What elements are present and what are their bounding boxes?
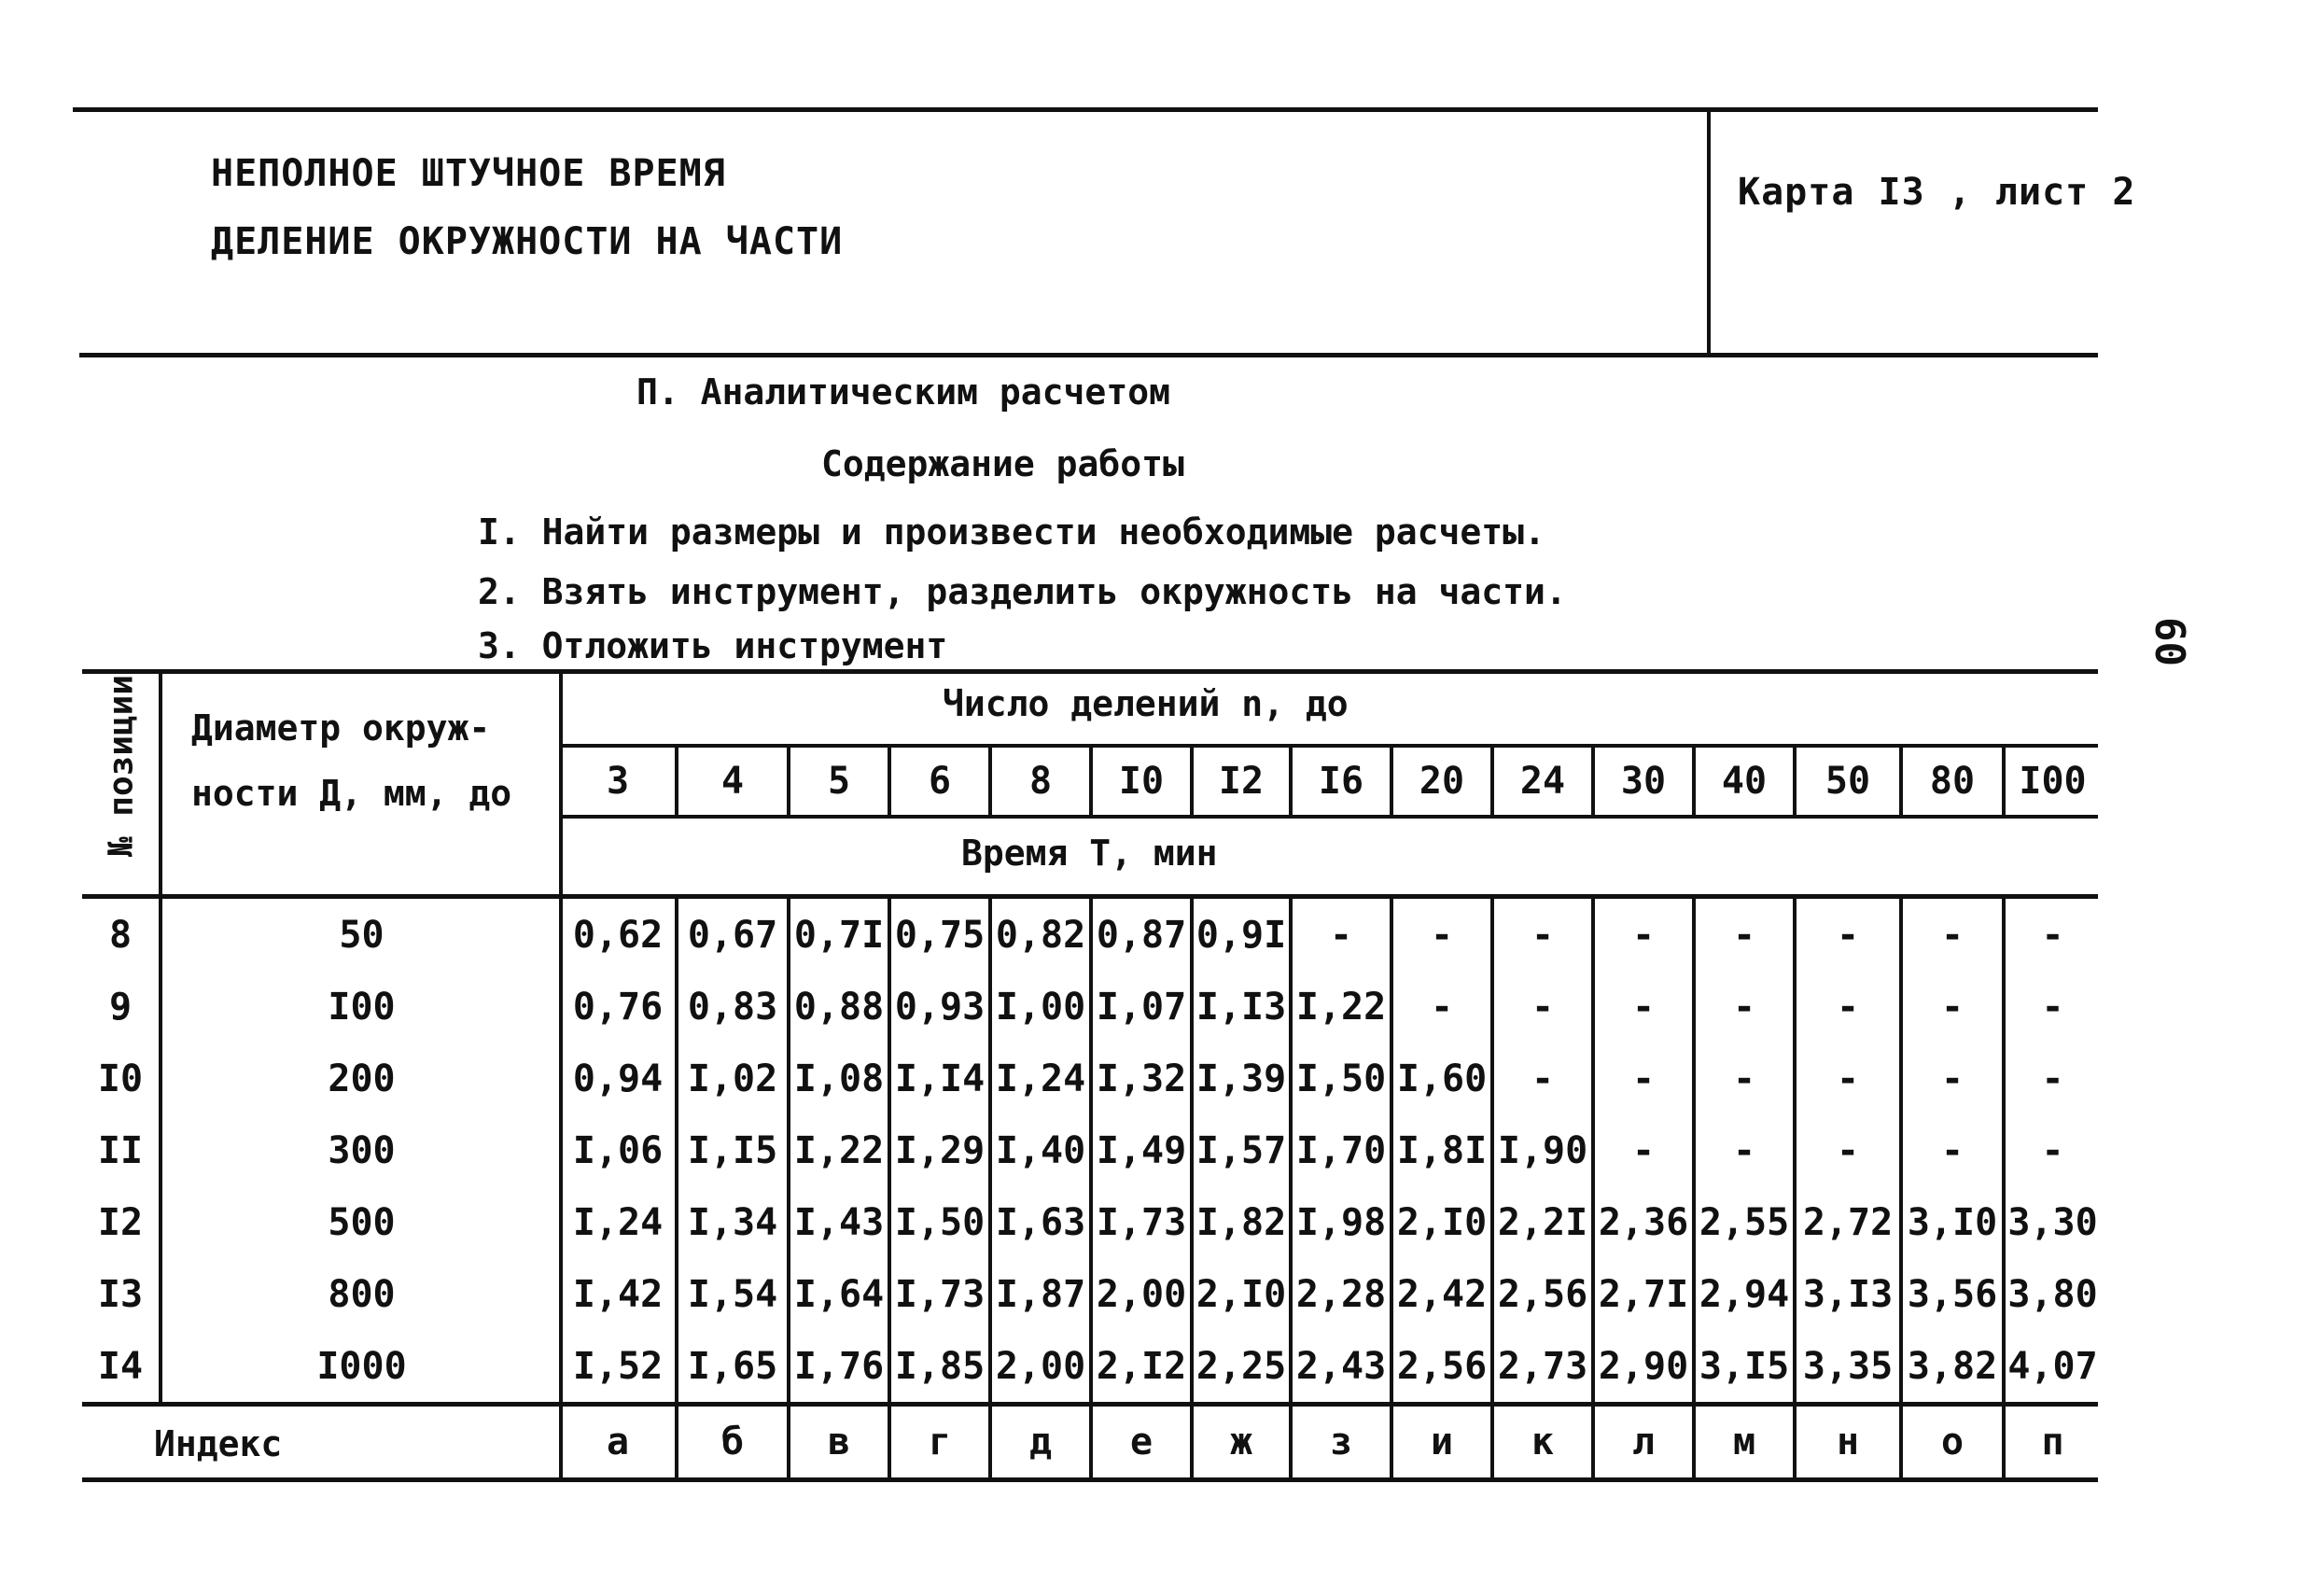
- time-value-cell: I,50: [889, 1186, 990, 1258]
- division-50: 50: [1795, 748, 1901, 815]
- time-value-cell: -: [1795, 1043, 1901, 1114]
- time-value-cell: -: [1694, 899, 1795, 971]
- index-letter: б: [677, 1407, 789, 1477]
- time-value-cell: I,52: [572, 1344, 664, 1388]
- table-row: [561, 971, 2100, 1043]
- time-value-cell: I,63: [990, 1186, 1091, 1258]
- time-value-cell: -: [2004, 899, 2100, 971]
- time-value-cell: 2,73: [1492, 1330, 1593, 1402]
- time-value-cell: I,54: [677, 1258, 789, 1330]
- time-value-cell: 2,72: [1795, 1186, 1901, 1258]
- index-row: [561, 1407, 2100, 1477]
- time-value-cell: 2,55: [1694, 1186, 1795, 1258]
- table-row: [561, 1186, 2100, 1258]
- row-labels: [82, 899, 561, 1402]
- index-letter: е: [1091, 1407, 1192, 1477]
- section-heading: П. Аналитическим расчетом: [636, 371, 1170, 413]
- time-value-cell: I,65: [677, 1330, 789, 1402]
- time-value-cell: I,08: [789, 1043, 889, 1114]
- time-value-cell: I,24: [990, 1043, 1091, 1114]
- time-value-cell: 0,76: [572, 985, 664, 1029]
- time-value-cell: 2,56: [1391, 1330, 1492, 1402]
- division-4: 4: [677, 748, 789, 815]
- time-value-cell: I,39: [1192, 1043, 1291, 1114]
- time-value-cell: 2,36: [1593, 1186, 1694, 1258]
- time-value-cell: 3,56: [1901, 1258, 2004, 1330]
- time-value-cell: 2,7I: [1593, 1258, 1694, 1330]
- index-letter: ж: [1192, 1407, 1291, 1477]
- time-value-cell: 2,I2: [1091, 1330, 1192, 1402]
- time-value-cell: I,07: [1091, 971, 1192, 1043]
- division-3: 3: [606, 760, 630, 803]
- time-value-cell: I,82: [1192, 1186, 1291, 1258]
- table-row: [561, 1330, 2100, 1402]
- time-value-cell: 3,82: [1901, 1330, 2004, 1402]
- position-11: II: [97, 1128, 144, 1172]
- time-value-cell: -: [1795, 899, 1901, 971]
- diameter-200: 200: [161, 1043, 561, 1114]
- position-10: I0: [97, 1057, 144, 1100]
- division-40: 40: [1694, 748, 1795, 815]
- time-value-cell: -: [1694, 971, 1795, 1043]
- time-value-cell: -: [1593, 971, 1694, 1043]
- time-value-cell: I,24: [572, 1200, 664, 1244]
- time-value-cell: I,90: [1492, 1114, 1593, 1186]
- time-value-cell: 2,00: [990, 1330, 1091, 1402]
- division-20: 20: [1391, 748, 1492, 815]
- time-values-table: [561, 899, 2100, 1402]
- division-5: 5: [789, 748, 889, 815]
- time-value-cell: 0,93: [889, 971, 990, 1043]
- time-value-cell: I,73: [1091, 1186, 1192, 1258]
- division-6: 6: [889, 748, 990, 815]
- time-value-cell: -: [2004, 1114, 2100, 1186]
- time-value-cell: -: [1795, 1114, 1901, 1186]
- time-value-cell: 4,07: [2004, 1330, 2100, 1402]
- index-letter: л: [1593, 1407, 1694, 1477]
- time-value-cell: 0,82: [990, 899, 1091, 971]
- time-value-cell: 2,2I: [1492, 1186, 1593, 1258]
- division-30: 30: [1593, 748, 1694, 815]
- time-value-cell: 0,9I: [1192, 899, 1291, 971]
- time-value-cell: I,49: [1091, 1114, 1192, 1186]
- time-value-cell: 3,35: [1795, 1330, 1901, 1402]
- page-number: 60: [2145, 617, 2193, 666]
- time-value-cell: -: [1901, 899, 2004, 971]
- time-value-cell: -: [1492, 1043, 1593, 1114]
- time-value-cell: -: [1901, 1043, 2004, 1114]
- time-value-cell: I,50: [1291, 1043, 1391, 1114]
- time-value-cell: I,42: [572, 1272, 664, 1316]
- index-letter: и: [1391, 1407, 1492, 1477]
- time-value-cell: I,22: [1291, 971, 1391, 1043]
- table-row: [561, 899, 2100, 971]
- time-value-cell: -: [1795, 971, 1901, 1043]
- position-9: 9: [108, 985, 133, 1029]
- index-letter: а: [606, 1421, 630, 1463]
- time-value-cell: I,76: [789, 1330, 889, 1402]
- index-letter: н: [1795, 1407, 1901, 1477]
- time-value-cell: 2,28: [1291, 1258, 1391, 1330]
- diameter-500: 500: [161, 1186, 561, 1258]
- division-12: I2: [1192, 748, 1291, 815]
- step-2: 2. Взять инструмент, разделить окружность на части.: [478, 571, 1567, 612]
- table-row: [561, 1043, 2100, 1114]
- time-value-cell: 0,83: [677, 971, 789, 1043]
- time-value-cell: 2,I0: [1192, 1258, 1291, 1330]
- time-value-cell: -: [2004, 971, 2100, 1043]
- time-value-cell: 0,94: [572, 1057, 664, 1100]
- time-value-cell: I,00: [990, 971, 1091, 1043]
- time-value-cell: -: [1694, 1043, 1795, 1114]
- diameter-800: 800: [161, 1258, 561, 1330]
- table-row: [561, 1114, 2100, 1186]
- time-value-cell: 2,56: [1492, 1258, 1593, 1330]
- time-value-cell: 2,00: [1091, 1258, 1192, 1330]
- time-value-cell: I,22: [789, 1114, 889, 1186]
- diameter-header-line2: ности Д, мм, до: [191, 773, 512, 814]
- division-10: I0: [1091, 748, 1192, 815]
- step-3: 3. Отложить инструмент: [478, 625, 948, 666]
- time-value-cell: I,06: [572, 1128, 664, 1172]
- time-value-cell: -: [1593, 899, 1694, 971]
- diameter-header-line1: Диаметр окруж-: [191, 707, 491, 749]
- time-value-cell: I,73: [889, 1258, 990, 1330]
- step-1: I. Найти размеры и произвести необходимые расчеты.: [478, 511, 1545, 553]
- time-value-cell: -: [2004, 1043, 2100, 1114]
- time-value-cell: I,I3: [1192, 971, 1291, 1043]
- position-13: I3: [97, 1272, 144, 1316]
- divisions-header: Число делений n, до: [943, 683, 1349, 724]
- time-value-cell: -: [1492, 899, 1593, 971]
- time-value-cell: 3,30: [2004, 1186, 2100, 1258]
- division-16: I6: [1291, 748, 1391, 815]
- diameter-1000: I000: [161, 1330, 561, 1402]
- time-value-cell: 2,94: [1694, 1258, 1795, 1330]
- divisions-row: [561, 748, 2100, 815]
- time-value-cell: I,85: [889, 1330, 990, 1402]
- time-value-cell: -: [1901, 1114, 2004, 1186]
- time-value-cell: 3,I0: [1901, 1186, 2004, 1258]
- diameter-300: 300: [161, 1114, 561, 1186]
- time-value-cell: I,I4: [889, 1043, 990, 1114]
- time-rule: [561, 815, 2098, 819]
- content-heading: Содержание работы: [821, 443, 1184, 484]
- header-divider: [1707, 110, 1711, 357]
- index-label: Индекс: [154, 1423, 283, 1464]
- time-value-cell: -: [1593, 1114, 1694, 1186]
- time-value-cell: 2,25: [1192, 1330, 1291, 1402]
- time-value-cell: I,29: [889, 1114, 990, 1186]
- time-value-cell: 2,I0: [1391, 1186, 1492, 1258]
- position-8: 8: [108, 913, 133, 957]
- table-top-rule: [82, 669, 2098, 674]
- time-value-cell: 2,43: [1291, 1330, 1391, 1402]
- time-value-cell: I,I5: [677, 1114, 789, 1186]
- time-value-cell: -: [1391, 971, 1492, 1043]
- time-value-cell: 0,67: [677, 899, 789, 971]
- index-letter: к: [1492, 1407, 1593, 1477]
- time-value-cell: -: [1694, 1114, 1795, 1186]
- time-value-cell: I,60: [1391, 1043, 1492, 1114]
- time-value-cell: -: [1291, 899, 1391, 971]
- position-14: I4: [97, 1344, 144, 1388]
- diameter-100: I00: [161, 971, 561, 1043]
- time-value-cell: 2,42: [1391, 1258, 1492, 1330]
- position-12: I2: [97, 1200, 144, 1244]
- time-value-cell: 0,75: [889, 899, 990, 971]
- time-value-cell: -: [1901, 971, 2004, 1043]
- diameter-50: 50: [161, 899, 561, 971]
- time-value-cell: I,70: [1291, 1114, 1391, 1186]
- header-top-rule: [73, 107, 2098, 112]
- table-row: [561, 1258, 2100, 1330]
- time-value-cell: 0,62: [572, 913, 664, 957]
- division-24: 24: [1492, 748, 1593, 815]
- time-value-cell: -: [1492, 971, 1593, 1043]
- division-80: 80: [1901, 748, 2004, 815]
- index-letter: г: [889, 1407, 990, 1477]
- time-value-cell: I,43: [789, 1186, 889, 1258]
- header-title-line1: НЕПОЛНОЕ ШТУЧНОЕ ВРЕМЯ: [211, 152, 726, 195]
- index-letter: п: [2004, 1407, 2100, 1477]
- time-value-cell: I,34: [677, 1186, 789, 1258]
- time-value-cell: -: [1391, 899, 1492, 971]
- division-100: I00: [2004, 748, 2100, 815]
- time-value-cell: I,02: [677, 1043, 789, 1114]
- time-value-cell: -: [1593, 1043, 1694, 1114]
- index-letter: з: [1291, 1407, 1391, 1477]
- time-value-cell: I,64: [789, 1258, 889, 1330]
- time-value-cell: I,98: [1291, 1186, 1391, 1258]
- time-value-cell: 3,80: [2004, 1258, 2100, 1330]
- time-value-cell: 0,7I: [789, 899, 889, 971]
- time-value-cell: 3,I5: [1694, 1330, 1795, 1402]
- time-value-cell: 0,87: [1091, 899, 1192, 971]
- index-letter: м: [1694, 1407, 1795, 1477]
- index-letter: о: [1901, 1407, 2004, 1477]
- time-value-cell: 0,88: [789, 971, 889, 1043]
- index-letter: д: [990, 1407, 1091, 1477]
- time-value-cell: I,40: [990, 1114, 1091, 1186]
- header-title-line2: ДЕЛЕНИЕ ОКРУЖНОСТИ НА ЧАСТИ: [211, 220, 844, 263]
- index-letter: в: [789, 1407, 889, 1477]
- index-values-row: [561, 1407, 2100, 1477]
- time-value-cell: I,32: [1091, 1043, 1192, 1114]
- time-value-cell: 2,90: [1593, 1330, 1694, 1402]
- time-value-cell: I,87: [990, 1258, 1091, 1330]
- time-header: Время Т, мин: [961, 833, 1218, 874]
- table-bottom-rule: [82, 1477, 2098, 1482]
- time-value-cell: 3,I3: [1795, 1258, 1901, 1330]
- time-value-cell: I,8I: [1391, 1114, 1492, 1186]
- card-reference: Карта I3 , лист 2: [1738, 171, 2136, 214]
- time-value-cell: I,57: [1192, 1114, 1291, 1186]
- header-bottom-rule: [79, 353, 2098, 357]
- position-column-header: № позиции: [102, 674, 141, 858]
- division-8: 8: [990, 748, 1091, 815]
